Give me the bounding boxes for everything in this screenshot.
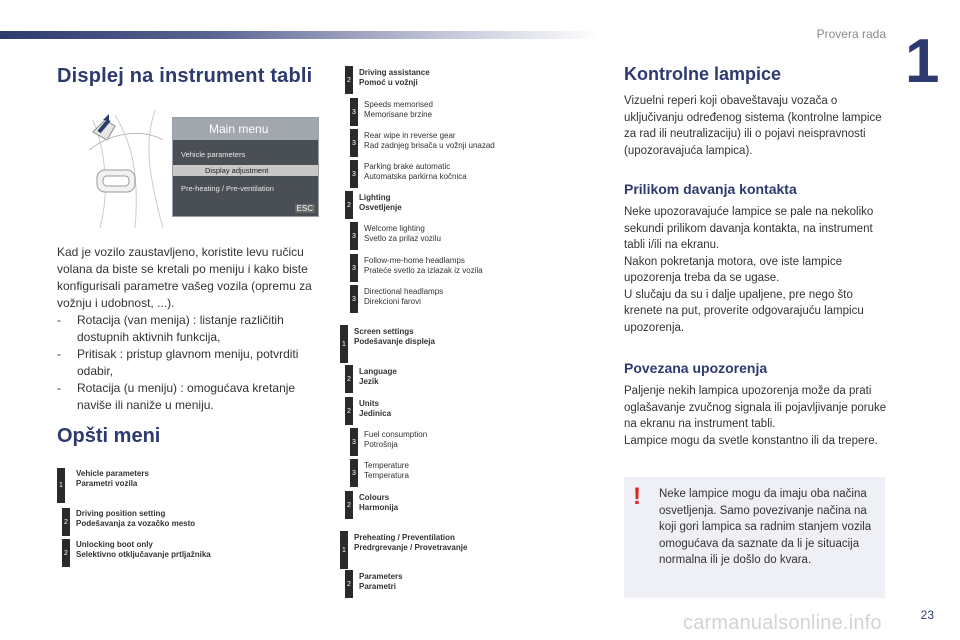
- menu-item-local: Predrgrevanje / Provetravanje: [354, 542, 468, 552]
- menu-item-en: Preheating / Preventilation: [354, 533, 455, 542]
- menu-item-en: Unlocking boot only: [76, 540, 153, 549]
- menu-item-local: Direkcioni farovi: [364, 296, 421, 306]
- intro-text-block: [57, 244, 327, 414]
- menu-item-en: Rear wipe in reverse gear: [364, 131, 456, 140]
- level-badge: 3: [350, 222, 358, 250]
- level-badge: 2: [345, 570, 353, 598]
- menu-item-en: Parameters: [359, 572, 403, 581]
- bullet-dash: -: [57, 381, 61, 395]
- related-paragraph: Lampice mogu da svetle konstantno ili da trepere.: [624, 434, 878, 447]
- level-badge: 3: [350, 98, 358, 126]
- menu-item-label: [364, 287, 443, 306]
- ignition-paragraph: Nakon pokretanja motora, ove iste lampice upozorenja treba da se ugase.: [624, 255, 842, 284]
- ignition-paragraph: Neke upozoravajuće lampice se pale na nekoliko sekundi prilikom davanja kontakta, na instrument tabli i/ili na ekranu.: [624, 206, 874, 251]
- level-badge: 2: [345, 66, 353, 94]
- menu-item-local: Svetlo za prilaz vozilu: [364, 233, 441, 243]
- menu-item-local: Parametri: [359, 581, 396, 591]
- bullet-item: [57, 312, 327, 346]
- level-badge: 1: [340, 325, 348, 363]
- instrument-screen: [172, 117, 319, 217]
- level-badge: 2: [62, 539, 70, 567]
- menu-item-local: Parametri vozila: [76, 478, 138, 488]
- ignition-title: Prilikom davanja kontakta: [624, 181, 797, 197]
- page-number: 23: [920, 608, 934, 622]
- menu-item-label: [354, 533, 467, 552]
- warning-lamps-title: Kontrolne lampice: [624, 64, 782, 84]
- menu-item-local: Podešavanje displeja: [354, 336, 435, 346]
- menu-item-en: Vehicle parameters: [76, 469, 149, 478]
- menu-item-local: Podešavanja za vozačko mesto: [76, 518, 196, 528]
- menu-item-local: Osvetljenje: [359, 202, 402, 212]
- screen-menu-item: Vehicle parameters: [181, 150, 246, 159]
- level-badge: 3: [350, 285, 358, 313]
- menu-item-local: Jedinica: [359, 408, 392, 418]
- chapter-number: 1: [905, 27, 940, 96]
- level-badge: 3: [350, 129, 358, 157]
- level-badge: 2: [345, 397, 353, 425]
- menu-item-en: Speeds memorised: [364, 100, 433, 109]
- related-paragraph: Paljenje nekih lampica upozorenja može da prati oglašavanje zvučnog signala ili pojavljivanje poruke na ekranu na instrument tabli.: [624, 385, 887, 430]
- level-badge: 3: [350, 160, 358, 188]
- level-badge: 2: [345, 365, 353, 393]
- level-badge: 2: [62, 508, 70, 536]
- menu-item-en: Language: [359, 367, 397, 376]
- menu-item-local: Memorisane brzine: [364, 109, 433, 119]
- menu-item-local: Pomoć u vožnji: [359, 77, 418, 87]
- menu-item-local: Automatska parkirna kočnica: [364, 171, 467, 181]
- menu-item-en: Fuel consumption: [364, 430, 428, 439]
- menu-item-label: [364, 461, 409, 480]
- menu-item-en: Units: [359, 399, 379, 408]
- menu-item-label: [76, 540, 211, 559]
- menu-item-local: Temperatura: [364, 470, 409, 480]
- screen-menu-item-selected: Display adjustment: [173, 165, 318, 176]
- menu-item-en: Screen settings: [354, 327, 414, 336]
- menu-item-en: Welcome lighting: [364, 224, 425, 233]
- menu-item-label: [76, 509, 195, 528]
- related-warnings-title: Povezana upozorenja: [624, 360, 768, 376]
- level-badge: 3: [350, 459, 358, 487]
- menu-item-label: [359, 367, 397, 386]
- menu-item-label: [364, 256, 483, 275]
- bullet-dash: -: [57, 347, 61, 361]
- header-bar: [0, 31, 600, 39]
- bullet-item: [57, 380, 327, 414]
- level-badge: 1: [340, 531, 348, 569]
- screen-title: Main menu: [173, 118, 318, 140]
- general-menu-title: Opšti meni: [57, 425, 161, 447]
- section-title: Provera rada: [816, 27, 886, 41]
- menu-item-local: Harmonija: [359, 502, 399, 512]
- menu-item-en: Parking brake automatic: [364, 162, 451, 171]
- level-badge: 2: [345, 491, 353, 519]
- menu-item-en: Colours: [359, 493, 390, 502]
- ignition-paragraph: U slučaju da su i dalje upaljene, pre nego što krenete na put, proverite odgovarajuću lampicu upozorenja.: [624, 288, 864, 334]
- bullet-dash: -: [57, 313, 61, 327]
- note-text: Neke lampice mogu da imaju oba načina osvetljenja. Samo povezivanje načina na koji gori lampica sa radnim stanjem vozila omogućava da saznate da li je situacija normalna ili je došlo do kvara.: [659, 488, 872, 566]
- menu-item-label: [364, 162, 467, 181]
- esc-label: ESC: [296, 204, 313, 213]
- menu-item-label: [76, 469, 149, 488]
- bullet-text: Rotacija (u meniju) : omogućava kretanje naviše ili naniže u meniju.: [77, 381, 296, 412]
- menu-item-label: [359, 193, 402, 212]
- menu-item-label: [359, 493, 398, 512]
- menu-item-label: [364, 131, 495, 150]
- ignition-text: [624, 204, 894, 336]
- related-warnings-text: [624, 383, 894, 449]
- menu-item-en: Lighting: [359, 193, 391, 202]
- bullet-text: Rotacija (van menija) : listanje različitih dostupnih aktivnih funkcija,: [77, 313, 284, 344]
- warning-exclamation-icon: !: [633, 483, 641, 510]
- warning-lamps-intro: Vizuelni reperi koji obaveštavaju vozača o uključivanju određenog sistema (kontrolne lampice za rad ili neutralizaciju) ili o pojavi neispravnosti (upozoravajuća lampica).: [624, 95, 882, 157]
- menu-item-label: [359, 572, 403, 591]
- level-badge: 3: [350, 254, 358, 282]
- menu-item-label: [364, 430, 427, 449]
- intro-paragraph: Kad je vozilo zaustavljeno, koristite levu ručicu volana da biste se kretali po meniju i kako biste konfigurisali parametre vašeg vozila (opremu za vožnju i udobnost, ...).: [57, 245, 312, 310]
- menu-item-en: Driving position setting: [76, 509, 166, 518]
- bullet-text: Pritisak : pristup glavnom meniju, potvrditi odabir,: [77, 347, 299, 378]
- page-title: Displej na instrument tabli: [57, 65, 313, 87]
- menu-item-label: [364, 100, 433, 119]
- menu-item-en: Driving assistance: [359, 68, 430, 77]
- menu-item-label: [359, 68, 430, 87]
- menu-item-local: Selektivno otključavanje prtljažnika: [76, 549, 211, 559]
- menu-item-local: Rad zadnjeg brisača u vožnji unazad: [364, 140, 495, 150]
- level-badge: 2: [345, 191, 353, 219]
- menu-item-label: [354, 327, 435, 346]
- menu-item-label: [359, 399, 391, 418]
- menu-item-en: Directional headlamps: [364, 287, 444, 296]
- screen-menu-item: Pre-heating / Pre-ventilation: [181, 184, 274, 193]
- menu-item-local: Potrošnja: [364, 439, 398, 449]
- level-badge: 1: [57, 468, 65, 503]
- level-badge: 3: [350, 428, 358, 456]
- menu-item-label: [364, 224, 441, 243]
- menu-item-local: Jezik: [359, 376, 379, 386]
- watermark: carmanualsonline.info: [683, 612, 882, 634]
- bullet-item: [57, 346, 327, 380]
- menu-item-local: Prateće svetlo za izlazak iz vozila: [364, 265, 483, 275]
- menu-item-en: Temperature: [364, 461, 409, 470]
- menu-item-en: Follow-me-home headlamps: [364, 256, 465, 265]
